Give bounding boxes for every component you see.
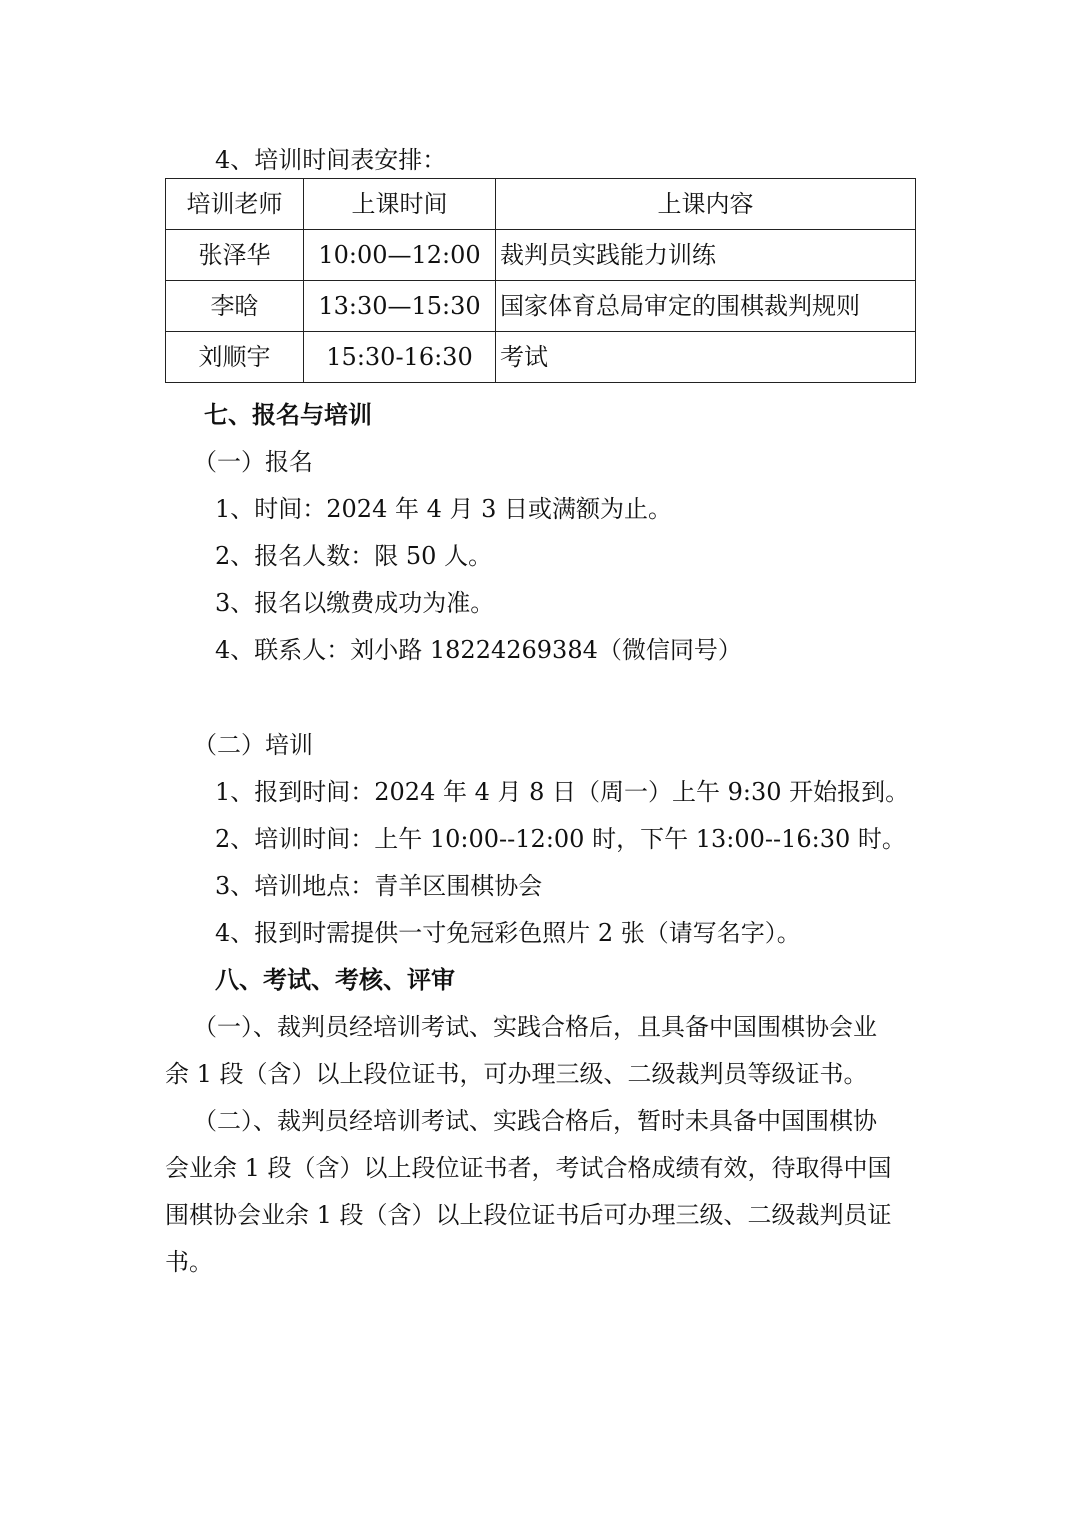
- cell-content: 考试: [496, 332, 916, 383]
- cell-teacher: 张泽华: [166, 230, 304, 281]
- training-item: 3、培训地点：青羊区围棋协会: [215, 872, 543, 900]
- table-row: [166, 332, 916, 383]
- cell-teacher: 刘顺宇: [166, 332, 304, 383]
- registration-item: 2、报名人数：限 50 人。: [215, 542, 493, 570]
- training-item: 1、报到时间：2024 年 4 月 8 日（周一）上午 9:30 开始报到。: [215, 778, 910, 806]
- registration-item: 4、联系人：刘小路 18224269384（微信同号）: [215, 636, 742, 664]
- header-content: 上课内容: [496, 179, 916, 230]
- cell-time: 13:30—15:30: [304, 281, 496, 332]
- section8-para1-line: （一）、裁判员经培训考试、实践合格后，且具备中国围棋协会业: [193, 1013, 877, 1041]
- section8-para2-line: 围棋协会业余 1 段（含）以上段位证书后可办理三级、二级裁判员证: [165, 1201, 892, 1229]
- section8-title: 八、考试、考核、评审: [215, 965, 455, 994]
- section8-para2-line: （二）、裁判员经培训考试、实践合格后，暂时未具备中国围棋协: [193, 1107, 877, 1135]
- registration-item: 1、时间：2024 年 4 月 3 日或满额为止。: [215, 495, 673, 523]
- schedule-heading: 4、培训时间表安排：: [215, 146, 447, 174]
- cell-time: 15:30-16:30: [304, 332, 496, 383]
- section8-para2-line: 会业余 1 段（含）以上段位证书者，考试合格成绩有效，待取得中国: [165, 1154, 892, 1182]
- cell-teacher: 李晗: [166, 281, 304, 332]
- training-item: 2、培训时间：上午 10:00--12:00 时，下午 13:00--16:30 时。: [215, 825, 906, 853]
- cell-content: 裁判员实践能力训练: [496, 230, 916, 281]
- section8-para1-line: 余 1 段（含）以上段位证书，可办理三级、二级裁判员等级证书。: [165, 1060, 868, 1088]
- registration-item: 3、报名以缴费成功为准。: [215, 589, 495, 617]
- section8-para2-line: 书。: [165, 1248, 213, 1276]
- cell-time: 10:00—12:00: [304, 230, 496, 281]
- table-header-row: [166, 179, 916, 230]
- section7-sub1-title: （一）报名: [193, 448, 313, 476]
- cell-content: 国家体育总局审定的围棋裁判规则: [496, 281, 916, 332]
- header-teacher: 培训老师: [166, 179, 304, 230]
- training-item: 4、报到时需提供一寸免冠彩色照片 2 张（请写名字）。: [215, 919, 801, 947]
- table-row: [166, 230, 916, 281]
- section7-sub2-title: （二）培训: [193, 731, 313, 759]
- schedule-table: [165, 178, 916, 383]
- header-time: 上课时间: [304, 179, 496, 230]
- section7-title: 七、报名与培训: [204, 400, 372, 429]
- table-row: [166, 281, 916, 332]
